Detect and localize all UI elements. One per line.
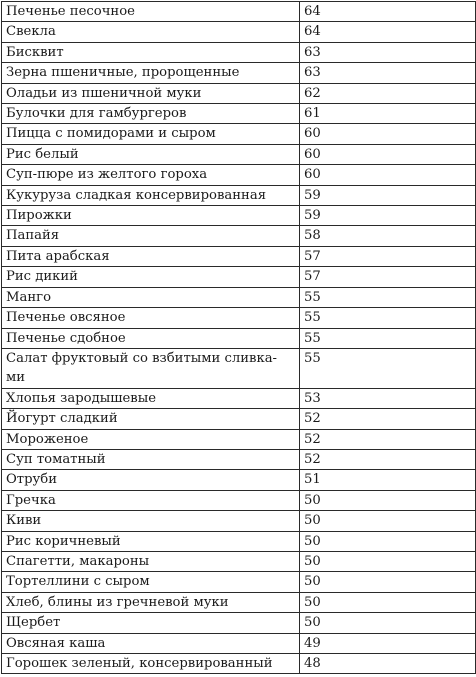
gi-value: 64 [300,22,476,42]
gi-value: 59 [300,206,476,226]
table-row [2,124,476,144]
gi-value: 52 [300,409,476,429]
table-row [2,165,476,185]
food-name [2,348,300,388]
food-name: Папайя [2,226,300,246]
food-name: Свекла [2,22,300,42]
table-row [2,613,476,633]
gi-value: 59 [300,185,476,205]
gi-value: 51 [300,470,476,490]
gi-value: 48 [300,654,476,674]
gi-value: 60 [300,165,476,185]
table-row [2,328,476,348]
gi-value: 49 [300,633,476,653]
food-name: Киви [2,511,300,531]
table-row [2,449,476,469]
food-name: Печенье сдобное [2,328,300,348]
food-name: Йогурт сладкий [2,409,300,429]
table-row [2,388,476,408]
food-name: Пита арабская [2,246,300,266]
gi-value: 50 [300,613,476,633]
food-name: Щербет [2,613,300,633]
food-name: Суп томатный [2,449,300,469]
glycemic-index-table [1,1,476,674]
gi-value: 55 [300,308,476,328]
table-row [2,42,476,62]
gi-value: 55 [300,287,476,307]
table-row [2,511,476,531]
table-row [2,633,476,653]
gi-value: 50 [300,572,476,592]
gi-value: 63 [300,63,476,83]
table-row [2,348,476,388]
gi-value: 53 [300,388,476,408]
gi-value: 58 [300,226,476,246]
table-row [2,654,476,674]
table-row [2,490,476,510]
gi-value: 62 [300,83,476,103]
table-row [2,531,476,551]
food-name: Тортеллини с сыром [2,572,300,592]
table-row [2,63,476,83]
table-row [2,144,476,164]
food-name: Рис коричневый [2,531,300,551]
gi-value: 57 [300,246,476,266]
table-row [2,267,476,287]
food-name-line-1: Салат фруктовый со взбитыми сливка- [6,350,278,366]
table-row [2,22,476,42]
table-row [2,2,476,22]
gi-value: 63 [300,42,476,62]
gi-value: 55 [300,328,476,348]
table-row [2,246,476,266]
table-row [2,206,476,226]
food-name: Булочки для гамбургеров [2,104,300,124]
food-name: Зерна пшеничные, пророщенные [2,63,300,83]
table-row [2,185,476,205]
table-row [2,104,476,124]
food-name: Овсяная каша [2,633,300,653]
food-name: Мороженое [2,429,300,449]
food-name: Гречка [2,490,300,510]
table-row [2,226,476,246]
food-name: Хлеб, блины из гречневой муки [2,592,300,612]
gi-value: 52 [300,449,476,469]
food-name: Рис дикий [2,267,300,287]
gi-value: 50 [300,531,476,551]
table-row [2,409,476,429]
table-row [2,429,476,449]
gi-value: 55 [300,348,476,388]
table-row [2,83,476,103]
food-name: Кукуруза сладкая консервированная [2,185,300,205]
gi-value: 50 [300,592,476,612]
food-name: Горошек зеленый, консервированный [2,654,300,674]
food-name-line-2: ми [6,370,26,386]
table-row [2,572,476,592]
gi-value: 60 [300,124,476,144]
food-name: Манго [2,287,300,307]
gi-value: 60 [300,144,476,164]
food-name: Хлопья зародышевые [2,388,300,408]
food-name: Оладьи из пшеничной муки [2,83,300,103]
table-row [2,592,476,612]
food-name: Бисквит [2,42,300,62]
gi-value: 50 [300,511,476,531]
food-name: Рис белый [2,144,300,164]
food-name: Спагетти, макароны [2,551,300,571]
food-name: Отруби [2,470,300,490]
food-name: Печенье овсяное [2,308,300,328]
gi-value: 64 [300,2,476,22]
gi-value: 50 [300,490,476,510]
gi-value: 57 [300,267,476,287]
gi-value: 61 [300,104,476,124]
table-row [2,470,476,490]
food-name: Пицца с помидорами и сыром [2,124,300,144]
food-name: Пирожки [2,206,300,226]
table-row [2,551,476,571]
table-row [2,308,476,328]
table-row [2,287,476,307]
gi-value: 50 [300,551,476,571]
food-name: Печенье песочное [2,2,300,22]
gi-value: 52 [300,429,476,449]
food-name: Суп-пюре из желтого гороха [2,165,300,185]
